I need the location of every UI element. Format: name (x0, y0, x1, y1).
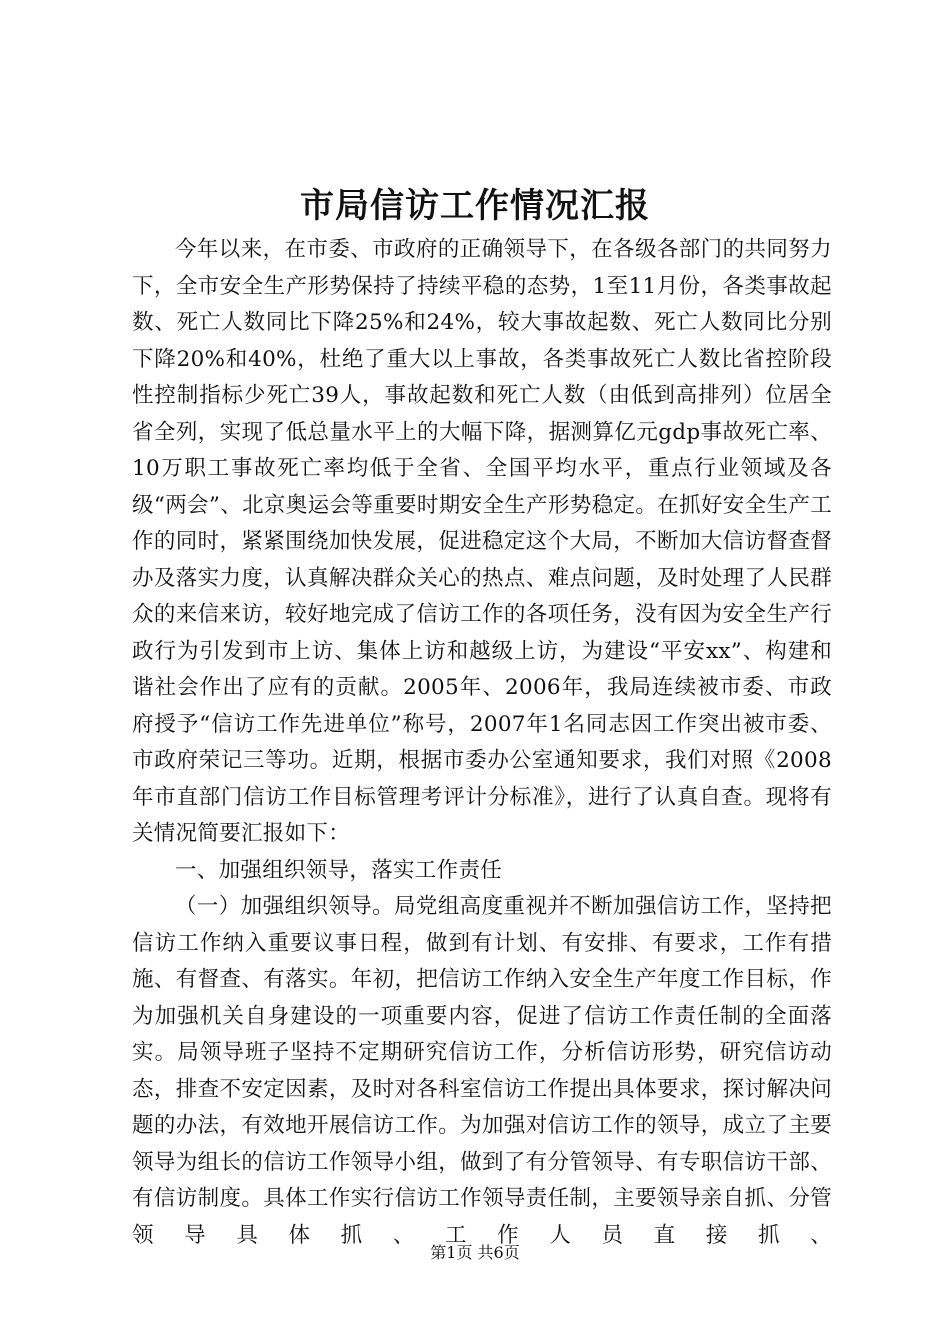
section-heading-1: 一、加强组织领导，落实工作责任 (175, 857, 503, 883)
document-title: 市局信访工作情况汇报 (300, 186, 650, 226)
document-body (132, 232, 832, 1254)
page-number: 第1页 共6页 (430, 1243, 520, 1262)
paragraph-organization: （一）加强组织领导。局党组高度重视并不断加强信访工作，坚持把信访工作纳入重要议事日程，做到有计划、有安排、有要求，工作有措施、有督查、有落实。年初，把信访工作纳入安全生产年度工作目标，作为加强机关自身建设的一项重要内容，促进了信访工作责任制的全面落实。局领导班子坚持不定期研究信访工作，分析信访形势，研究信访动态，排查不安定因素，及时对各科室信访工作提出具体要求，探讨解决问题的办法，有效地开展信访工作。为加强对信访工作的领导，成立了主要领导为组长的信访工作领导小组，做到了有分管领导、有专职信访干部、有信访制度。具体工作实行信访工作领导责任制，主要领导亲自抓、分管领导具体抓、工作人员直接抓、 (132, 894, 832, 1248)
paragraph-intro: 今年以来，在市委、市政府的正确领导下，在各级各部门的共同努力下，全市安全生产形势保持了持续平稳的态势，1至11月份，各类事故起数、死亡人数同比下降25%和24%，较大事故起数、死亡人数同比分别下降20%和40%，杜绝了重大以上事故，各类事故死亡人数比省控阶段性控制指标少死亡39人，事故起数和死亡人数（由低到高排列）位居全省全列，实现了低总量水平上的大幅下降，据测算亿元gdp事故死亡率、10万职工事故死亡率均低于全省、全国平均水平，重点行业领域及各级“两会”、北京奥运会等重要时期安全生产形势稳定。在抓好安全生产工作的同时，紧紧围绕加快发展，促进稳定这个大局，不断加大信访督查督办及落实力度，认真解决群众关心的热点、难点问题，及时处理了人民群众的来信来访，较好地完成了信访工作的各项任务，没有因为安全生产行政行为引发到市上访、集体上访和越级上访，为建设“平安xx”、构建和谐社会作出了应有的贡献。2005年、2006年，我局连续被市委、市政府授予“信访工作先进单位”称号，2007年1名同志因工作突出被市委、市政府荣记三等功。近期，根据市委办公室通知要求，我们对照《2008年市直部门信访工作目标管理考评计分标准》，进行了认真自查。现将有关情况简要汇报如下： (132, 237, 832, 846)
